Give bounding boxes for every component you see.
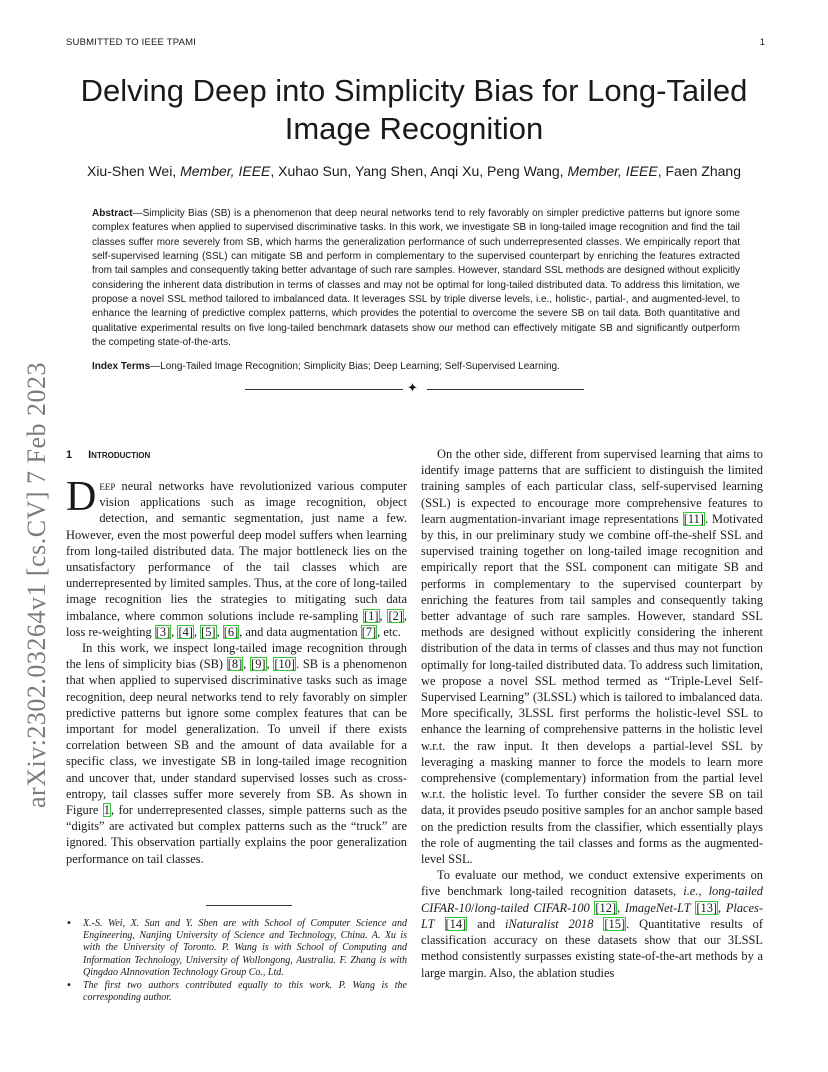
text-run: . Quantitative results of classification accuracy on these datasets show that our 3LSSL method consistently surpasses existing state-of-the-art methods by a large margin. Also, the ablation studies [421,916,763,980]
author-segment: Xiu-Shen Wei, [86,163,181,179]
citation-link[interactable]: [4] [178,624,193,639]
intro-paragraph-2: In this work, we inspect long-tailed image recognition through the lens of simplicity bias (SB) [8], [9], [10]. SB is a phenomenon that when applied to supervised discriminative tasks such as image recognition, deep neural networks tend to rely favorably on simpler predictive patterns but ignore some complex features that can be important for model generalization. To unveil if there exists correlation between SB and the amount of data available for a specific class, we investigate SB in long-tailed image recognition and uncover that, under standard supervised losses such as cross-entropy, tail classes suffer more severely from SB. As shown in Figure 1, for underrepresented classes, simple patterns such as the “digits” are activated but complex patterns such as the “truck” are ignored. This observation partially explains the poor generalization performance on tail classes. [66,641,408,866]
citation-link[interactable]: [10] [274,657,296,672]
footnotes [66,918,407,1005]
dataset-name: ImageNet-LT [624,900,691,915]
dataset-name: Places-LT [421,900,763,931]
author-list [40,163,788,179]
text-run: i.e. [683,884,699,899]
citation-link[interactable]: [5] [201,624,216,639]
citation-link[interactable]: [15] [604,916,626,931]
citation-link[interactable]: [13] [696,900,718,915]
section-number: 1 [66,449,73,461]
separator-line-right [427,389,584,390]
citation-link[interactable]: [1] [364,608,379,623]
paper-title: Delving Deep into Simplicity Bias for Long-Tailed Image Recognition [80,73,748,146]
figure-link[interactable]: 1 [103,803,110,818]
drop-cap-rest: eep [99,479,116,493]
text-run: neural networks have revolutionized various computer vision applications such as image recognition, object detection, and semantic segmentation, just name a few. However, even the most powerful deep model suffers when learning from long-tailed distributed data. The major bottleneck lies on the unsatisfactory performance of the tail classes which are underrepresented by limited samples. Thus, at the core of long-tailed image recognition lies the strategies to mitigating such data imbalance, where common solutions include re-sampling [66,479,407,623]
abstract [92,207,740,350]
text-run: . SB is a phenomenon that when applied to supervised discriminative tasks such as image recognition, deep neural networks tend to rely favorably on simpler predictive patterns but ignore some complex features that can be important for model generalization. To unveil if there exists correlation between SB and the amount of data available for a specific class, we investigate SB in long-tailed image recognition and uncover that, under standard supervised losses such as cross-entropy, tail classes suffer more severely from SB. As shown in Figure [66,657,408,818]
text-run: , and data augmentation [239,624,361,639]
intro-paragraph-4: To evaluate our method, we conduct extensive experiments on five benchmark long-tailed recognition datasets, i.e., long-tailed CIFAR-10/long-tailed CIFAR-100 [12], ImageNet-LT [13], Places-LT [14] and iNaturalist 2018 [15]. Quantitative results of classification accuracy on these datasets show that our 3LSSL method consistently surpasses existing state-of-the-art methods by a large margin. Also, the ablation studies [421,868,763,980]
index-terms-text: —Long-Tailed Image Recognition; Simplicity Bias; Deep Learning; Self-Supervised Learning. [150,361,560,372]
text-run: On the other side, different from supervised learning that aims to identify image patterns that are sufficient to distinguish the limited training samples of each particular class, self-supervised learning (SSL) is expected to encourage more comprehensive features to learn augmentation-invariant image representations [421,447,763,526]
text-run: , [698,884,709,899]
index-terms-label: Index Terms [92,361,151,372]
text-run: In this work, we inspect long-tailed image recognition through the lens of simplicity bias (SB) [66,641,407,672]
footnote-item: • The first two authors contributed equally to this work. P. Wang is the corresponding author. [66,980,407,1004]
index-terms [92,361,740,372]
text-run: / [471,900,475,915]
footnote-item: • X.-S. Wei, X. Sun and Y. Shen are with School of Computer Science and Engineering, Nanjing University of Science and Technology, China. A. Xu is with the University of Toronto. P. Wang is with School of Computing and Information Technology, University of Wollongong, Australia. F. Zhang is with Qingdao AInnovation Technology Group Co., Ltd. [66,918,407,979]
author-segment: , Faen Zhang [657,163,741,179]
page-number: 1 [759,37,765,48]
text-run: To evaluate our method, we conduct extensive experiments on five benchmark long-tailed recognition datasets, [421,868,763,899]
separator-line-left [245,389,403,390]
left-column [66,474,408,867]
citation-link[interactable]: [6] [223,624,239,639]
right-column [421,446,763,981]
text-run: . Motivated by this, in our preliminary study we combine off-the-shelf SSL and supervised training together on long-tailed image recognition and empirically report that the SSL component can mitigate SB and performs in complementary to the supervised counterpart by enriching the features from tail samples and consequently taking better advantage of such rare samples. However, standard SSL methods are designed without explicitly considering the inherent distribution of the data in terms of classes and thus may not function optimally for long-tailed distributed data. To address such limitation, we propose a novel SSL method termed as “Triple-Level Self-Supervised Learning” (3LSSL) which is tailored to imbalanced data. More specifically, 3LSSL first performs the holistic-level SSL to enhance the learning of comprehensive patterns in the holistic level w.r.t. the raw input. It then develops a partial-level SSL by leveraging a masking manner to force the models to learn more comprehensive (complementary) information from the partial level w.r.t. the holistic level. To further consider the severe SB on tail data, it provides pseudo positive samples for an anchor sample based on the prediction results from the classifier, which essentially plays the role of augmenting the tail classes and forms as the augmented-level SSL. [421,511,763,867]
membership: Member, IEEE [180,163,271,179]
dataset-name: long-tailed CIFAR-10 [421,884,763,915]
citation-link[interactable]: [2] [388,608,403,623]
citation-link[interactable]: [3] [155,624,171,639]
text-run: , for underrepresented classes, simple patterns such as the “digits” are activated but complex patterns such as the “truck” are ignored. This observation partially explains the poor generalization performance on tail classes. [66,803,408,866]
section-title: Introduction [88,449,151,461]
citation-link[interactable]: [7] [361,624,377,639]
citation-link[interactable]: [8] [227,657,243,672]
abstract-text: —Simplicity Bias (SB) is a phenomenon that deep neural networks tend to rely favorably on simpler predictive patterns but ignore some complex features when applied to supervised discriminative tasks. In this work, we investigate SB in long-tailed image recognition and find the tail classes suffer more severely from SB, which harms the generalization performance of such underrepresented classes. We empirically report that self-supervised learning (SSL) can mitigate SB and perform in complementary to the supervised counterpart by enriching the features extracted from tail samples and consequently taking better advantage of such rare samples. However, standard SSL methods are designed without explicitly considering the inherent data distribution in terms of classes and may not be optimal for long-tailed distributed data. To address this limitation, we propose a novel SSL method tailored to imbalanced data. It leverages SSL by triple diverse levels, i.e., holistic-, partial-, and augmented-level, to enhance the learning of predictive complex patterns, which provides the potential to overcome the severe SB on tail data. Both quantitative and qualitative experimental results on five long-tailed benchmark datasets show our method can effectively mitigate SB and significantly outperform the competing state-of-the-arts. [92,208,740,349]
citation-link[interactable]: [12] [595,900,617,915]
intro-paragraph-1: Deep neural networks have revolutionized various computer vision applications such as image recognition, object detection, and semantic segmentation, just name a few. However, even the most powerful deep model suffers when learning from long-tailed distributed data. The major bottleneck lies on the unsatisfactory performance of the tail classes which are underrepresented by limited samples. Thus, at the core of long-tailed image recognition lies the strategies to mitigating such data imbalance, where common solutions include re-sampling [1], [2], loss re-weighting [3], [4], [5], [6], and data augmentation [7], etc. [66,474,407,639]
intro-paragraph-3 [421,446,763,867]
dataset-name: iNaturalist 2018 [505,916,594,931]
separator-diamond-icon: ✦ [407,381,418,396]
drop-cap: D [66,474,97,520]
running-header: SUBMITTED TO IEEE TPAMI [66,37,197,48]
citation-link[interactable]: [9] [251,657,266,672]
citation-link[interactable]: [14] [445,916,467,931]
abstract-label: Abstract [92,208,133,219]
membership: Member, IEEE [567,163,658,179]
dataset-name: long-tailed CIFAR-100 [474,900,590,915]
text-run: and [467,916,505,931]
section-heading [66,449,150,461]
author-segment: , Xuhao Sun, Yang Shen, Anqi Xu, Peng Wang, [270,163,568,179]
text-run: , loss re-weighting [66,608,407,639]
footnote-rule [206,905,292,906]
text-run: , etc. [377,624,401,639]
arxiv-identifier: arXiv:2302.03264v1 [cs.CV] 7 Feb 2023 [22,361,51,808]
citation-link[interactable]: [11] [683,511,704,526]
